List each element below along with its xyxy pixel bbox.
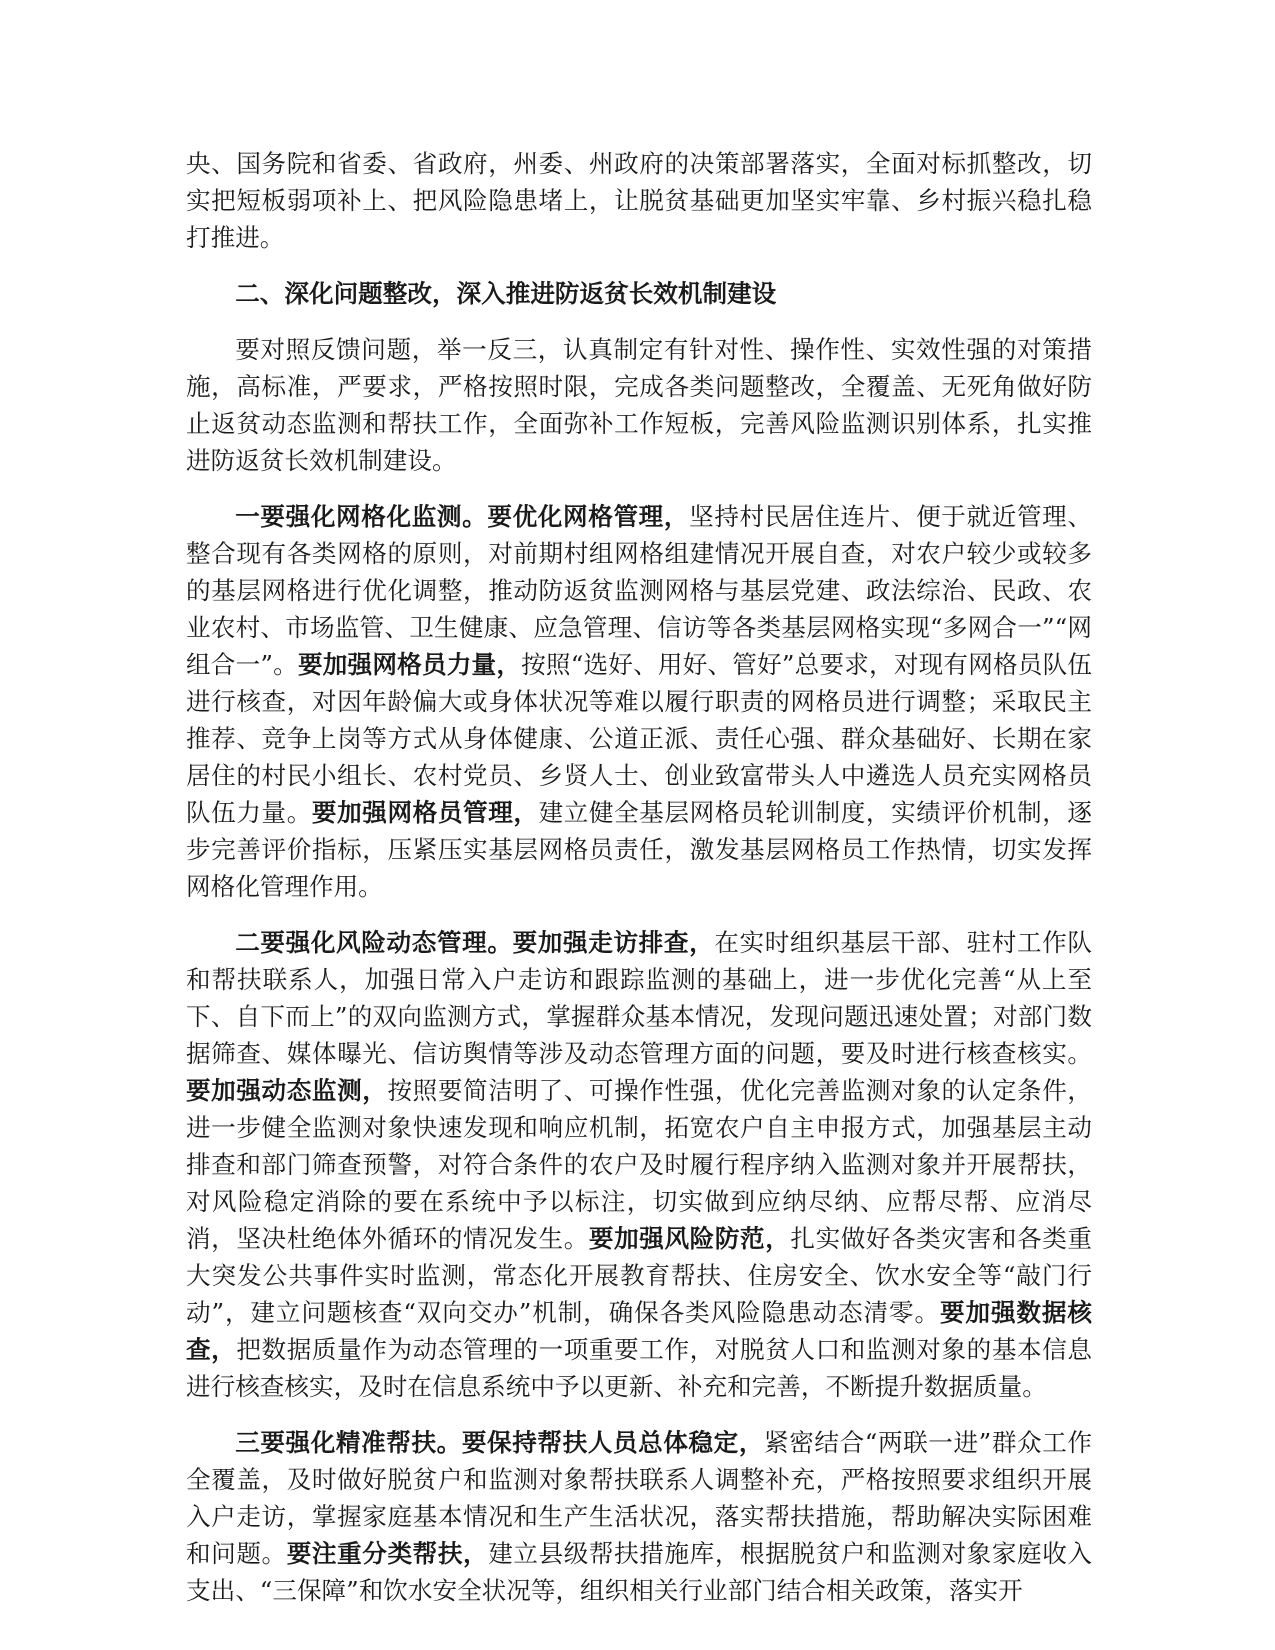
paragraph-intro: 要对照反馈问题，举一反三，认真制定有针对性、操作性、实效性强的对策措施，高标准，严要求，严格按照时限，完成各类问题整改，全覆盖、无死角做好防止返贫动态监测和帮扶工作，全面弥补工作短板，完善风险监测识别体系，扎实推进防返贫长效机制建设。	[186, 335, 1092, 475]
paragraph-grid-monitoring	[186, 498, 1092, 905]
bold-phrase: 要加强风险防范，	[588, 1224, 791, 1253]
bold-phrase: 要加强数据核查，	[186, 1298, 1092, 1364]
bold-phrase: 要加强网格员力量，	[297, 650, 522, 679]
bold-phrase: 一要强化网格化监测。要优化网格管理，	[235, 502, 690, 531]
body-text: 把数据质量作为动态管理的一项重要工作，对脱贫人口和监测对象的基本信息进行核查核实，及时在信息系统中予以更新、补充和完善，不断提升数据质量。	[186, 1335, 1092, 1401]
paragraph-continuation: 央、国务院和省委、省政府，州委、州政府的决策部署落实，全面对标抓整改，切实把短板弱项补上、把风险隐患堵上，让脱贫基础更加坚实牢靠、乡村振兴稳扎稳打推进。	[186, 149, 1092, 252]
body-text: 按照“选好、用好、管好”总要求，对现有网格员队伍进行核查，对因年龄偏大或身体状况等难以履行职责的网格员进行调整；采取民主推荐、竞争上岗等方式从身体健康、公道正派、责任心强、群众基础好、长期在家居住的村民小组长、农村党员、乡贤人士、创业致富带头人中遴选人员充实网格员队伍力量。	[186, 650, 1092, 827]
body-text: 紧密结合“两联一进”群众工作全覆盖，及时做好脱贫户和监测对象帮扶联系人调整补充，严格按照要求组织开展入户走访，掌握家庭基本情况和生产生活状况，落实帮扶措施，帮助解决实际困难和问题。	[186, 1428, 1092, 1568]
bold-phrase: 二要强化风险动态管理。要加强走访排查，	[235, 928, 715, 957]
body-text: 按照要简洁明了、可操作性强，优化完善监测对象的认定条件，进一步健全监测对象快速发现和响应机制，拓宽农户自主申报方式，加强基层主动排查和部门筛查预警，对符合条件的农户及时履行程序纳入监测对象并开展帮扶，对风险稳定消除的要在系统中予以标注，切实做到应纳尽纳、应帮尽帮、应消尽消，坚决杜绝体外循环的情况发生。	[186, 1076, 1092, 1253]
paragraph-precise-assistance	[186, 1424, 1092, 1609]
bold-phrase: 要加强动态监测，	[186, 1076, 388, 1105]
document-body	[186, 145, 1092, 1628]
body-text: 坚持村民居住连片、便于就近管理、整合现有各类网格的原则，对前期村组网格组建情况开展自查，对农户较少或较多的基层网格进行优化调整，推动防返贫监测网格与基层党建、政法综治、民政、农业农村、市场监管、卫生健康、应急管理、信访等各类基层网格实现“多网合一”“网组合一”。	[186, 502, 1092, 679]
body-text: 建立健全基层网格员轮训制度，实绩评价机制，逐步完善评价指标，压紧压实基层网格员责任，激发基层网格员工作热情，切实发挥网格化管理作用。	[186, 798, 1092, 901]
body-text: 建立县级帮扶措施库，根据脱贫户和监测对象家庭收入支出、“三保障”和饮水安全状况等，组织相关行业部门结合相关政策，落实开	[186, 1539, 1092, 1605]
body-text: 扎实做好各类灾害和各类重大突发公共事件实时监测，常态化开展教育帮扶、住房安全、饮水安全等“敲门行动”，建立问题核查“双向交办”机制，确保各类风险隐患动态清零。	[186, 1224, 1092, 1327]
bold-phrase: 三要强化精准帮扶。要保持帮扶人员总体稳定，	[235, 1428, 765, 1457]
paragraph-risk-management	[186, 924, 1092, 1405]
bold-phrase: 要注重分类帮扶，	[286, 1539, 489, 1568]
bold-phrase: 要加强网格员管理，	[311, 798, 539, 827]
body-text: 在实时组织基层干部、驻村工作队和帮扶联系人，加强日常入户走访和跟踪监测的基础上，进一步优化完善“从上至下、自下而上”的双向监测方式，掌握群众基本情况，发现问题迅速处置；对部门数据筛查、媒体曝光、信访舆情等涉及动态管理方面的问题，要及时进行核查核实。	[186, 928, 1092, 1068]
section-heading: 二、深化问题整改，深入推进防返贫长效机制建设	[235, 279, 777, 308]
